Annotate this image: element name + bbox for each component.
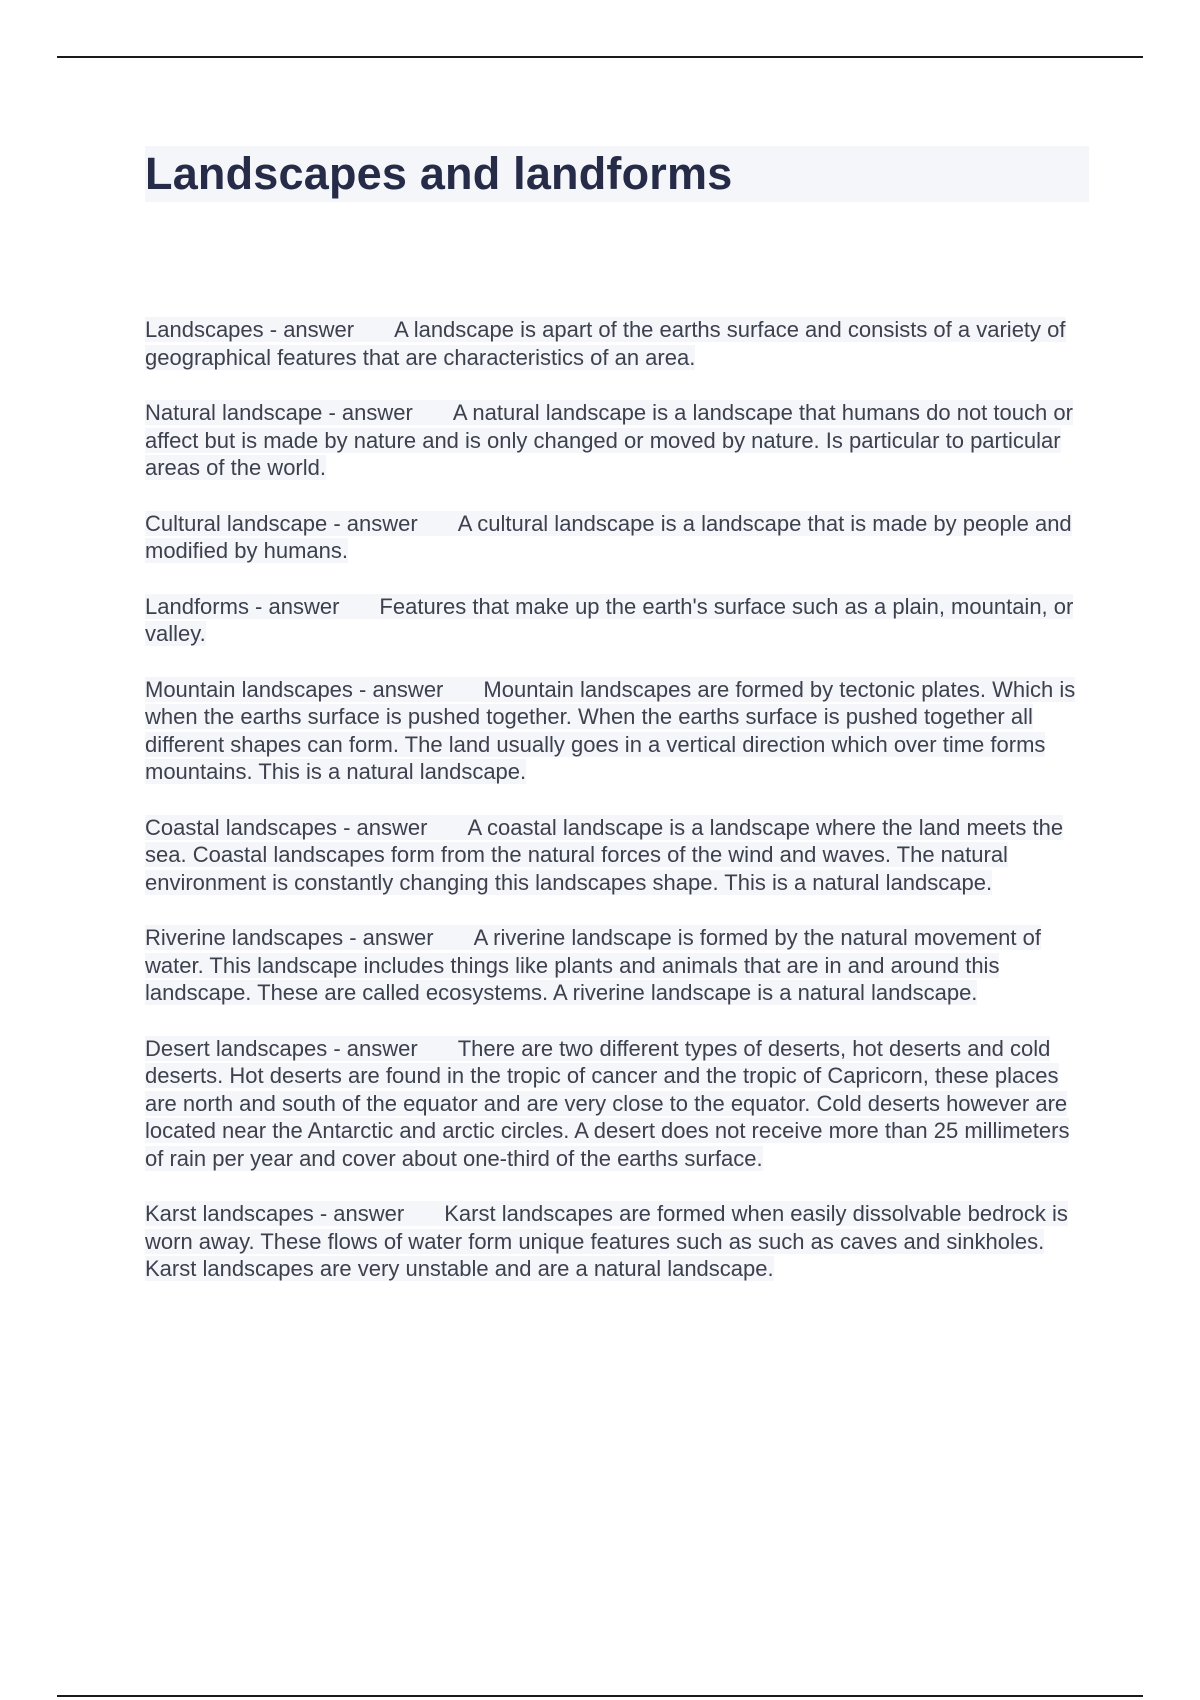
entry-definition: A coastal landscape is a landscape where the land meets the sea. Coastal landscapes form from the natural forces of the wind and waves. The natural environment is constantly changing this landscapes shape. This is a natural landscape. xyxy=(145,814,1064,895)
entry-term: Coastal landscapes - answer xyxy=(145,814,428,840)
flashcard-list xyxy=(145,316,1090,1283)
flashcard-entry xyxy=(145,924,1090,1007)
entry-definition: There are two different types of deserts, hot deserts and cold deserts. Hot deserts are found in the tropic of cancer and the tropic of Capricorn, these places are north and south of the equator and are very close to the equator. Cold deserts however are located near the Antarctic and arctic circles. A desert does not receive more than 25 millimeters of rain per year and cover about one-third of the earths surface. xyxy=(145,1035,1070,1171)
entry-definition: Mountain landscapes are formed by tectonic plates. Which is when the earths surface is pushed together. When the earths surface is pushed together all different shapes can form. The land usually goes in a vertical direction which over time forms mountains. This is a natural landscape. xyxy=(145,676,1076,784)
entry-definition: A landscape is apart of the earths surface and consists of a variety of geographical features that are characteristics of an area. xyxy=(145,317,1066,370)
entry-definition: A riverine landscape is formed by the natural movement of water. This landscape includes things like plants and animals that are in and around this landscape. These are called ecosystems. A riverine landscape is a natural landscape. xyxy=(145,925,1041,1005)
flashcard-entry xyxy=(145,1035,1090,1173)
flashcard-entry xyxy=(145,316,1090,371)
bottom-rule xyxy=(57,1695,1143,1697)
page-title: Landscapes and landforms xyxy=(145,148,733,199)
entry-term: Natural landscape - answer xyxy=(145,400,413,425)
title-band xyxy=(145,146,1089,202)
flashcard-entry xyxy=(145,814,1090,897)
flashcard-entry xyxy=(145,676,1090,786)
entry-term: Desert landscapes - answer xyxy=(145,1035,418,1061)
flashcard-entry xyxy=(145,1200,1090,1283)
entry-definition: Karst landscapes are formed when easily dissolvable bedrock is worn away. These flows of water form unique features such as such as caves and sinkholes. Karst landscapes are very unstable and are a natural landscape. xyxy=(145,1201,1068,1281)
entry-term: Karst landscapes - answer xyxy=(145,1201,405,1226)
top-rule xyxy=(57,56,1143,58)
entry-term: Landforms - answer xyxy=(145,593,340,619)
flashcard-entry xyxy=(145,399,1090,482)
entry-definition: A cultural landscape is a landscape that is made by people and modified by humans. xyxy=(145,510,1072,563)
flashcard-entry xyxy=(145,510,1090,565)
entry-term: Mountain landscapes - answer xyxy=(145,676,444,702)
entry-term: Landscapes - answer xyxy=(145,317,355,342)
entry-definition: A natural landscape is a landscape that humans do not touch or affect but is made by nature and is only changed or moved by nature. Is particular to particular areas of the world. xyxy=(145,400,1073,480)
entry-term: Riverine landscapes - answer xyxy=(145,925,434,950)
flashcard-entry xyxy=(145,593,1090,648)
entry-definition: Features that make up the earth's surface such as a plain, mountain, or valley. xyxy=(145,593,1074,646)
entry-term: Cultural landscape - answer xyxy=(145,510,418,536)
document-body xyxy=(145,146,1090,1311)
